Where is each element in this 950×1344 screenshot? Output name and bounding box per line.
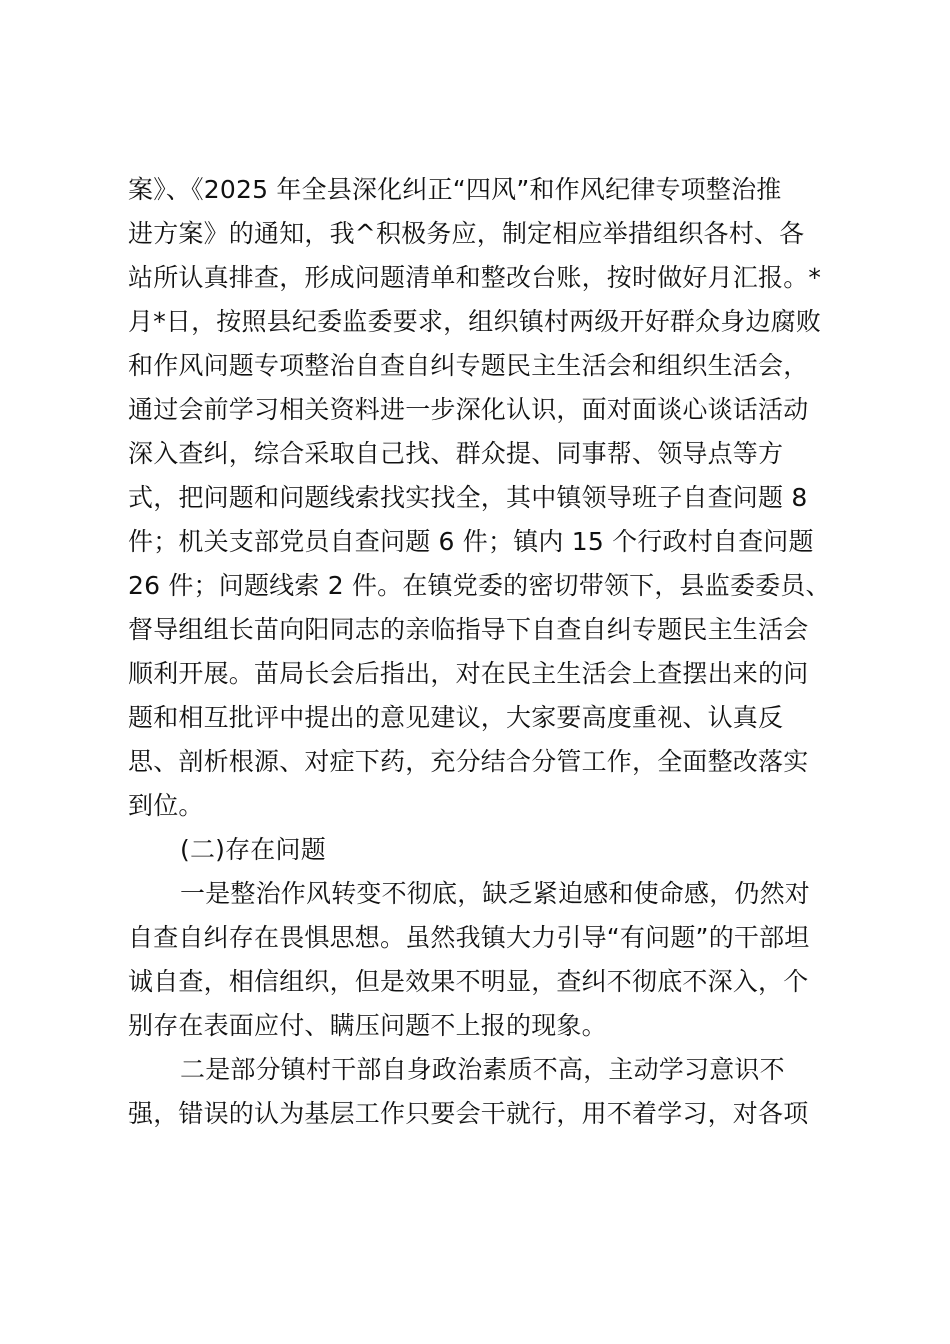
paragraph-line: 自查自纠存在畏惧思想。虽然我镇大力引导“有问题”的干部坦: [128, 923, 810, 952]
paragraph-line: 强，错误的认为基层工作只要会干就行，用不着学习，对各项: [128, 1099, 809, 1128]
paragraph-line: 26 件；问题线索 2 件。在镇党委的密切带领下，县监委委员、: [128, 571, 831, 600]
paragraph-line: 件；机关支部党员自查问题 6 件；镇内 15 个行政村自查问题: [128, 527, 814, 556]
paragraph-line: 式，把问题和问题线索找实找全，其中镇领导班子自查问题 8: [128, 483, 808, 512]
paragraph-line: 进方案》的通知，我^积极务应，制定相应举措组织各村、各: [128, 219, 805, 248]
paragraph-line: 题和相互批评中提出的意见建议，大家要高度重视、认真反: [128, 703, 784, 732]
paragraph-line: 月*日，按照县纪委监委要求，组织镇村两级开好群众身边腐败: [128, 307, 822, 336]
paragraph-line: 思、剖析根源、对症下药，充分结合分管工作，全面整改落实: [128, 747, 809, 776]
paragraph-line: 二是部分镇村干部自身政治素质不高，主动学习意识不: [180, 1055, 785, 1084]
paragraph-line: 别存在表面应付、瞒压问题不上报的现象。: [128, 1011, 607, 1040]
paragraph-line: 顺利开展。苗局长会后指出，对在民主生活会上查摆出来的问: [128, 659, 809, 688]
section-heading: (二)存在问题: [180, 835, 326, 864]
paragraph-line: 到位。: [128, 791, 204, 820]
paragraph-line: 一是整治作风转变不彻底，缺乏紧迫感和使命感，仍然对: [180, 879, 811, 908]
paragraph-line: 和作风问题专项整治自查自纠专题民主生活会和组织生活会，: [128, 351, 809, 380]
paragraph-line: 深入查纠，综合采取自己找、群众提、同事帮、领导点等方: [128, 439, 784, 468]
paragraph-line: 案》、《2025 年全县深化纠正“四风”和作风纪律专项整治推: [128, 175, 782, 204]
paragraph-line: 诚自查，相信组织，但是效果不明显，查纠不彻底不深入，个: [128, 967, 809, 996]
paragraph-line: 督导组组长苗向阳同志的亲临指导下自查自纠专题民主生活会: [128, 615, 809, 644]
paragraph-line: 通过会前学习相关资料进一步深化认识，面对面谈心谈话活动: [128, 395, 809, 424]
paragraph-line: 站所认真排查，形成问题清单和整改台账，按时做好月汇报。*: [128, 263, 822, 292]
